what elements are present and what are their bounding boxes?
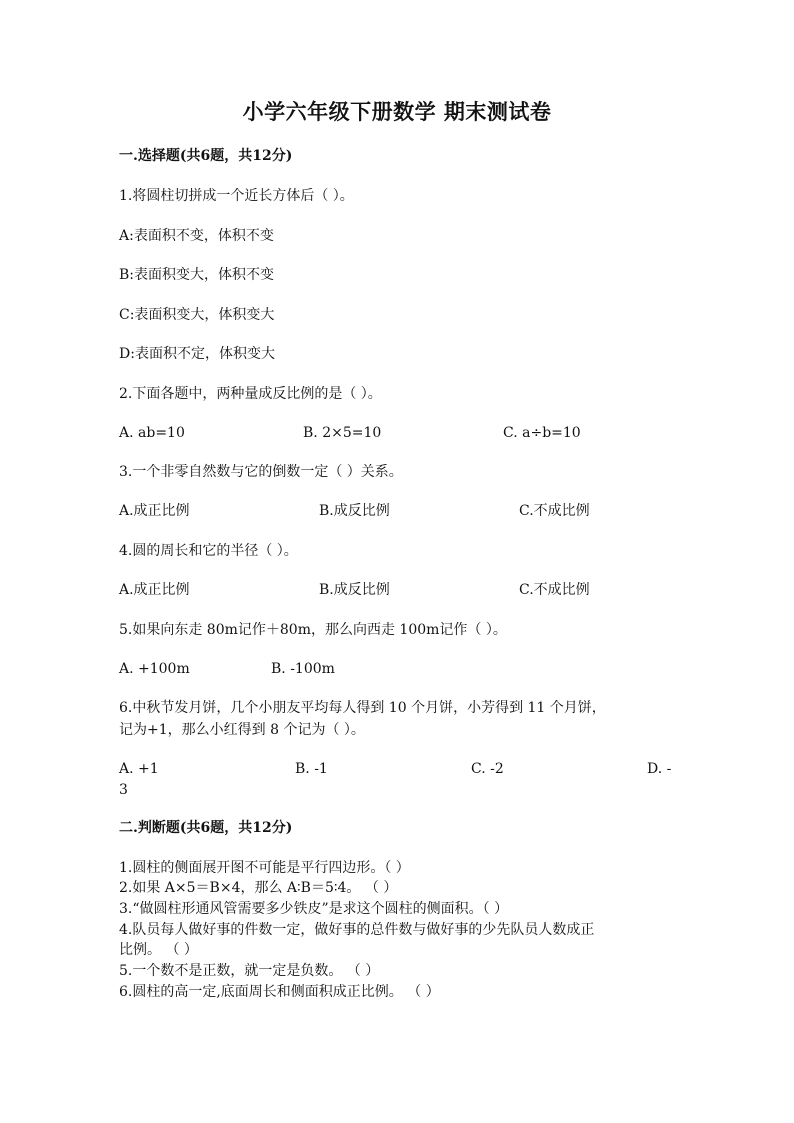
judgement-item: 3.“做圆柱形通风管需要多少铁皮”是求这个圆柱的侧面积。（ ） [119,901,509,917]
question-6-stem-line1: 6.中秋节发月饼，几个小朋友平均每人得到 10 个月饼，小芳得到 11 个月饼， [119,700,606,716]
question-3-option-a: A.成正比例 [119,503,190,519]
question-3-option-c: C.不成比例 [519,503,590,519]
question-1-option-d: D:表面积不定，体积变大 [119,346,275,362]
judgement-item: 6.圆柱的高一定,底面周长和侧面积成正比例。 （ ） [119,984,440,1000]
question-4-stem: 4.圆的周长和它的半径（ ）。 [119,543,298,559]
section-heading-choice: 一.选择题(共6题，共12分) [119,148,293,164]
question-5-option-b: B. -100m [271,661,335,677]
question-6-stem-line2: 记为+1，那么小红得到 8 个记为（ ）。 [119,722,365,738]
question-2-option-b: B. 2×5=10 [303,425,382,441]
judgement-item: 1.圆柱的侧面展开图不可能是平行四边形。（ ） [119,860,410,876]
question-6-option-d-wrap: 3 [119,782,128,798]
question-5-option-a: A. +100m [119,661,190,677]
judgement-item: 5.一个数不是正数，就一定是负数。 （ ） [119,963,380,979]
question-6-option-c: C. -2 [471,761,504,777]
judgement-item: 2.如果 A×5＝B×4，那么 A∶B＝5∶4。 （ ） [119,880,398,896]
question-1-option-a: A:表面积不变，体积不变 [119,228,274,244]
question-1-option-b: B:表面积变大，体积不变 [119,267,275,283]
question-2-option-a: A. ab=10 [119,425,185,441]
section-heading-judgement: 二.判断题(共6题，共12分) [119,820,293,836]
judgement-item-wrap: 比例。 （ ） [119,942,198,958]
question-6-option-a: A. +1 [119,761,159,777]
question-2-option-c: C. a÷b=10 [503,425,581,441]
question-3-option-b: B.成反比例 [319,503,390,519]
question-6-option-d: D. - [647,761,672,777]
judgement-item: 4.队员每人做好事的件数一定，做好事的总件数与做好事的少先队员人数成正 [119,922,595,938]
question-1-option-c: C:表面积变大，体积变大 [119,307,275,323]
question-1-stem: 1.将圆柱切拼成一个近长方体后（ ）。 [119,188,354,204]
question-4-option-a: A.成正比例 [119,582,190,598]
page-title: 小学六年级下册数学 期末测试卷 [242,99,552,124]
question-2-stem: 2.下面各题中，两种量成反比例的是（ ）。 [119,386,382,402]
question-4-option-c: C.不成比例 [519,582,590,598]
question-5-stem: 5.如果向东走 80m记作＋80m，那么向西走 100m记作（ ）。 [119,622,507,638]
question-6-option-b: B. -1 [295,761,328,777]
question-3-stem: 3.一个非零自然数与它的倒数一定（ ）关系。 [119,464,403,480]
question-4-option-b: B.成反比例 [319,582,390,598]
